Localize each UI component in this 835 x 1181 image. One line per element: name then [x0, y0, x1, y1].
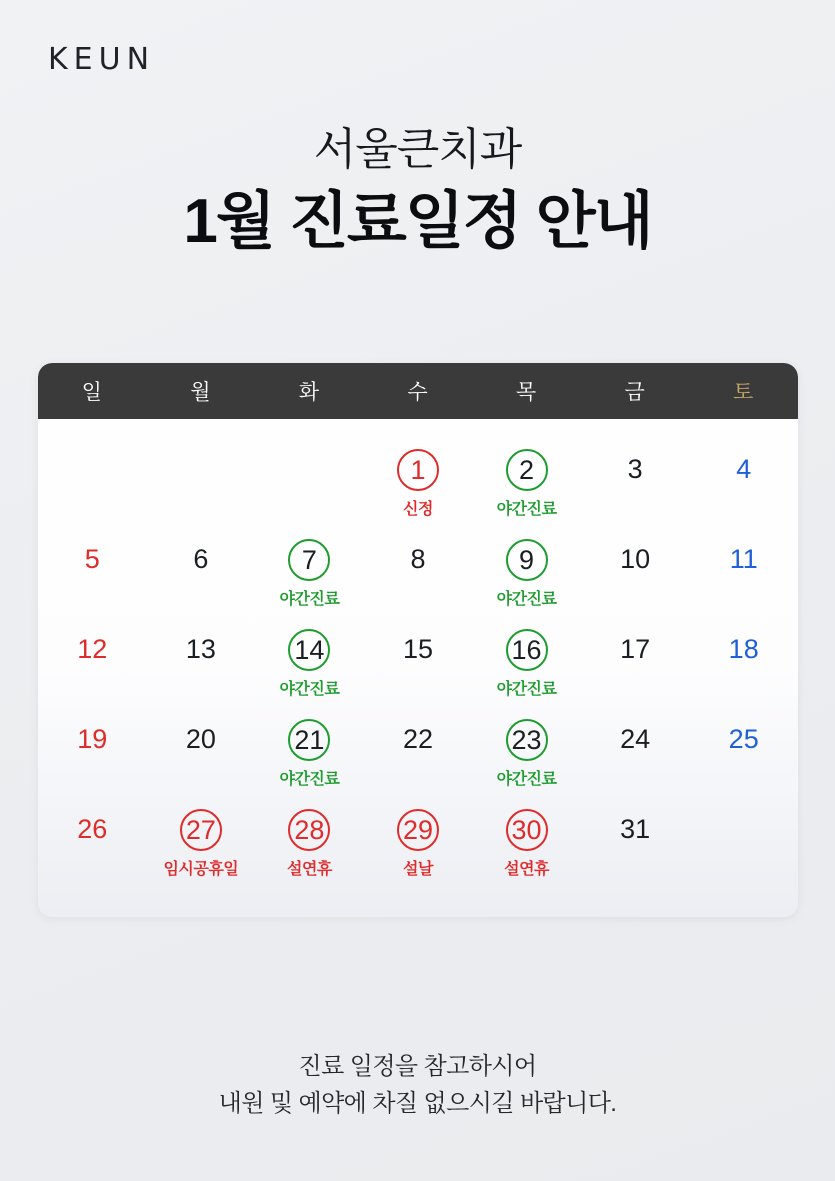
calendar-day-cell[interactable] — [147, 527, 256, 617]
day-number: 1 — [397, 449, 439, 491]
calendar-day-cell[interactable] — [689, 617, 798, 707]
day-number: 22 — [402, 724, 433, 754]
day-number: 17 — [620, 634, 651, 664]
day-label: 야간진료 — [496, 681, 557, 698]
day-number: 24 — [620, 724, 651, 754]
calendar-day-cell[interactable] — [147, 797, 256, 887]
day-number: 2 — [506, 449, 548, 491]
calendar — [38, 363, 798, 917]
day-number: 6 — [193, 544, 209, 574]
calendar-day-cell[interactable] — [364, 707, 473, 797]
day-number: 8 — [410, 544, 426, 574]
day-number: 12 — [77, 634, 108, 664]
calendar-day-cell[interactable] — [38, 707, 147, 797]
day-number: 27 — [180, 809, 222, 851]
day-label: 야간진료 — [496, 501, 557, 518]
calendar-day-cell[interactable] — [472, 527, 581, 617]
day-number: 28 — [288, 809, 330, 851]
calendar-day-cell[interactable] — [472, 707, 581, 797]
day-number: 20 — [185, 724, 216, 754]
footer-notice — [0, 1048, 835, 1122]
calendar-day-cell[interactable] — [364, 617, 473, 707]
day-number: 13 — [185, 634, 216, 664]
weekday-header-화: 화 — [298, 381, 321, 404]
calendar-day-cell[interactable] — [689, 437, 798, 527]
day-number: 7 — [288, 539, 330, 581]
weekday-header-월: 월 — [190, 381, 212, 404]
weekday-header-수: 수 — [407, 381, 429, 404]
day-number: 10 — [620, 544, 651, 574]
day-number: 31 — [620, 814, 651, 844]
calendar-day-cell[interactable] — [147, 617, 256, 707]
day-number: 4 — [736, 454, 752, 484]
day-number: 21 — [288, 719, 330, 761]
day-label: 야간진료 — [279, 771, 340, 788]
calendar-empty-cell — [689, 797, 798, 887]
day-number: 16 — [506, 629, 548, 671]
day-number: 18 — [728, 634, 759, 664]
day-label: 설연휴 — [286, 861, 332, 878]
weekday-header-일: 일 — [81, 381, 103, 404]
calendar-day-cell[interactable] — [38, 617, 147, 707]
calendar-day-cell[interactable] — [581, 707, 690, 797]
day-label: 임시공휴일 — [163, 861, 239, 878]
calendar-day-cell[interactable] — [581, 617, 690, 707]
day-number: 30 — [506, 809, 548, 851]
calendar-day-cell[interactable] — [689, 707, 798, 797]
day-number: 11 — [729, 544, 758, 574]
page-title: 1월 진료일정 안내 — [183, 187, 652, 257]
day-label: 설날 — [403, 861, 433, 878]
calendar-day-cell[interactable] — [255, 797, 364, 887]
calendar-weekday-header — [38, 363, 798, 419]
calendar-day-cell[interactable] — [472, 617, 581, 707]
calendar-day-cell[interactable] — [472, 797, 581, 887]
calendar-day-cell[interactable] — [581, 437, 690, 527]
weekday-header-금: 금 — [624, 381, 646, 404]
calendar-day-cell[interactable] — [581, 527, 690, 617]
calendar-day-cell[interactable] — [364, 527, 473, 617]
day-number: 26 — [77, 814, 108, 844]
calendar-day-cell[interactable] — [147, 707, 256, 797]
day-number: 29 — [397, 809, 439, 851]
brand-logo: KEUN — [48, 42, 156, 77]
weekday-header-목: 목 — [515, 381, 538, 404]
calendar-day-cell[interactable] — [255, 527, 364, 617]
day-number: 9 — [506, 539, 548, 581]
calendar-day-cell[interactable] — [38, 797, 147, 887]
day-number: 15 — [402, 634, 433, 664]
calendar-empty-cell — [255, 437, 364, 527]
day-number: 23 — [506, 719, 548, 761]
calendar-empty-cell — [147, 437, 256, 527]
clinic-name: 서울큰치과 — [313, 125, 522, 174]
calendar-day-cell[interactable] — [255, 617, 364, 707]
day-label: 야간진료 — [279, 681, 340, 698]
day-label: 신정 — [403, 501, 433, 518]
title-block — [0, 126, 835, 258]
day-label: 설연휴 — [504, 861, 549, 878]
calendar-day-cell[interactable] — [255, 707, 364, 797]
footer-line-1: 진료 일정을 참고하시어 — [298, 1053, 537, 1080]
day-label: 야간진료 — [279, 591, 340, 608]
day-number: 25 — [728, 724, 759, 754]
calendar-day-cell[interactable] — [472, 437, 581, 527]
calendar-day-cell[interactable] — [38, 527, 147, 617]
footer-line-2: 내원 및 예약에 차질 없으시길 바랍니다. — [218, 1090, 617, 1118]
day-number: 14 — [288, 629, 330, 671]
calendar-day-cell[interactable] — [581, 797, 690, 887]
calendar-day-cell[interactable] — [364, 797, 473, 887]
calendar-day-cell[interactable] — [689, 527, 798, 617]
calendar-empty-cell — [38, 437, 147, 527]
day-number: 3 — [627, 454, 643, 484]
weekday-header-토: 토 — [733, 381, 755, 404]
day-label: 야간진료 — [496, 591, 557, 608]
calendar-grid — [38, 419, 798, 917]
day-number: 5 — [84, 544, 100, 574]
day-label: 야간진료 — [496, 771, 557, 788]
day-number: 19 — [77, 724, 108, 754]
calendar-day-cell[interactable] — [364, 437, 473, 527]
